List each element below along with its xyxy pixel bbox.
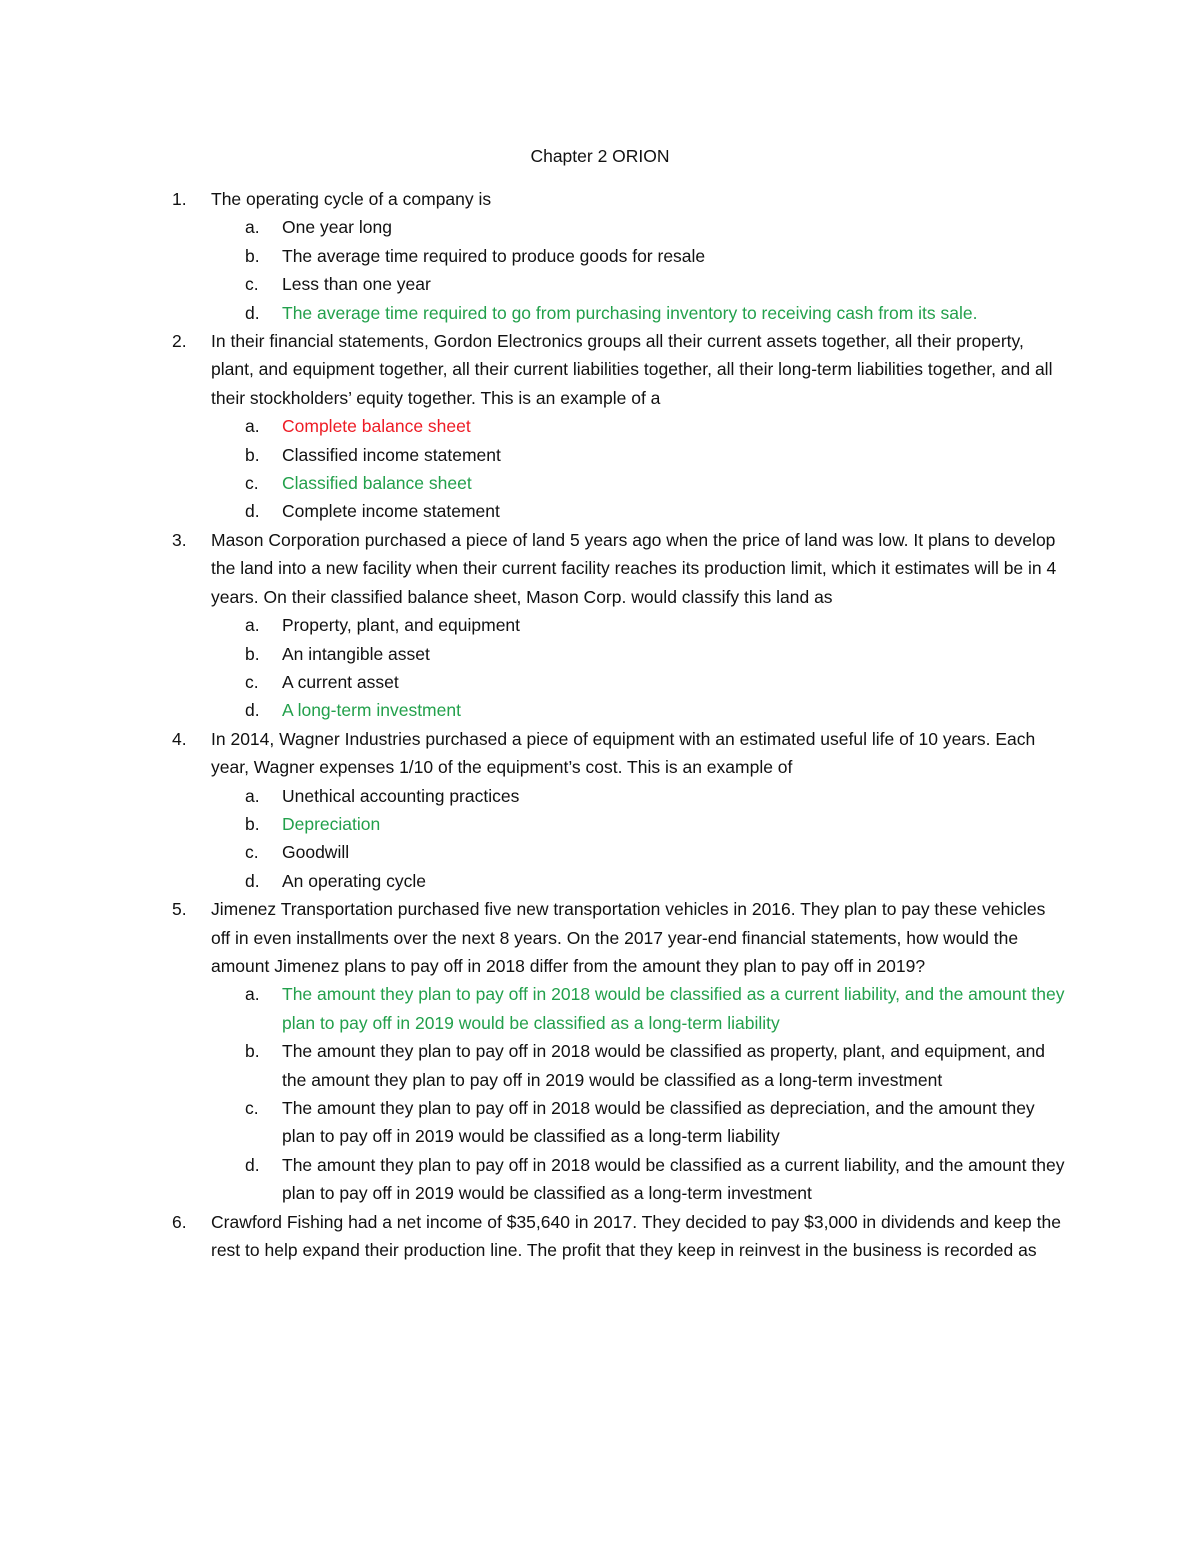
option-3d-correct: [0, 696, 1200, 724]
question-3: [0, 526, 1200, 725]
question-6: [0, 1208, 1200, 1265]
option-letter: a.: [245, 984, 260, 1005]
option-list: [0, 611, 1200, 725]
option-text-correct: The average time required to go from purchasing inventory to receiving cash from its sale.: [282, 302, 978, 323]
option-letter: b.: [245, 1041, 260, 1062]
option-2d: [0, 497, 1200, 525]
question-number: 5.: [172, 899, 187, 920]
question-number: 1.: [172, 189, 187, 209]
question-number: 4.: [172, 728, 187, 749]
option-2b: [0, 441, 1200, 469]
option-text: The average time required to produce goods for resale: [282, 245, 706, 266]
question-4: [0, 725, 1200, 895]
option-4c: [0, 838, 1200, 866]
option-letter: a.: [245, 217, 260, 238]
question-text: Jimenez Transportation purchased five new transportation vehicles in 2016. They plan to pay these vehicles off in even installments over the next 8 years. On the 2017 year-end financial statements, how would the amount Jimenez plans to pay off in 2018 differ from the amount they plan to pay off in 2019?: [211, 899, 1046, 976]
option-text: An operating cycle: [282, 870, 426, 891]
option-letter: c.: [245, 842, 259, 863]
option-letter: a.: [245, 785, 260, 806]
option-letter: b.: [245, 245, 260, 266]
option-4a: [0, 782, 1200, 810]
option-text: The amount they plan to pay off in 2018 would be classified as a current liability, and the amount they plan to pay off in 2019 would be classified as a long-term investment: [282, 1154, 1065, 1204]
option-text: One year long: [282, 217, 392, 238]
option-1b: [0, 242, 1200, 270]
option-text: Less than one year: [282, 274, 431, 295]
option-letter: c.: [245, 473, 259, 494]
question-number: 3.: [172, 529, 187, 550]
option-text: Complete income statement: [282, 501, 500, 522]
option-text: Goodwill: [282, 842, 350, 863]
option-letter: b.: [245, 813, 260, 834]
question-number: 2.: [172, 331, 187, 352]
option-letter: c.: [245, 1098, 259, 1118]
option-text-correct: The amount they plan to pay off in 2018 would be classified as a current liability, and the amount they plan to pay off in 2019 would be classified as a long-term liability: [282, 984, 1065, 1033]
option-list: [0, 213, 1200, 327]
option-list: [0, 782, 1200, 896]
question-text: Crawford Fishing had a net income of $35,640 in 2017. They decided to pay $3,000 in dividends and keep the rest to help expand their production line. The profit that they keep in reinvest in the business is recorded as: [211, 1211, 1061, 1261]
option-text: A current asset: [282, 671, 399, 692]
option-1d-correct: [0, 299, 1200, 327]
option-4d: [0, 867, 1200, 895]
option-letter: d.: [245, 501, 260, 522]
option-letter: b.: [245, 444, 260, 465]
option-3b: [0, 640, 1200, 668]
option-1c: [0, 270, 1200, 298]
option-text: An intangible asset: [282, 643, 430, 664]
option-letter: a.: [245, 615, 260, 636]
option-1a: [0, 213, 1200, 241]
option-letter: b.: [245, 643, 260, 664]
question-text: Mason Corporation purchased a piece of land 5 years ago when the price of land was low. It plans to develop the land into a new facility when their current facility reaches its production limit, which it estimates will be in 4 years. On their classified balance sheet, Mason Corp. would classify this land as: [211, 529, 1057, 607]
page-title: Chapter 2 ORION: [530, 146, 670, 166]
option-5a-correct: [0, 980, 1200, 1037]
option-letter: c.: [245, 671, 259, 692]
option-letter: c.: [245, 274, 259, 295]
option-3a: [0, 611, 1200, 639]
option-5d: [0, 1151, 1200, 1208]
question-2: [0, 327, 1200, 526]
question-list: [0, 185, 1200, 1264]
option-letter: d.: [245, 700, 260, 721]
option-letter: a.: [245, 416, 260, 437]
option-text: The amount they plan to pay off in 2018 would be classified as property, plant, and equipment, and the amount they plan to pay off in 2019 would be classified as a long-term investment: [282, 1041, 1046, 1090]
question-1: [0, 185, 1200, 327]
option-text: The amount they plan to pay off in 2018 would be classified as depreciation, and the amount they plan to pay off in 2019 would be classified as a long-term liability: [282, 1098, 1035, 1147]
option-letter: d.: [245, 302, 260, 323]
option-text-correct: Classified balance sheet: [282, 473, 472, 494]
option-text-correct: A long-term investment: [282, 700, 461, 721]
option-5b: [0, 1037, 1200, 1094]
option-letter: d.: [245, 1154, 260, 1175]
option-letter: d.: [245, 870, 260, 891]
option-list: [0, 980, 1200, 1207]
option-text: Unethical accounting practices: [282, 785, 520, 806]
option-list: [0, 412, 1200, 526]
option-2c-correct: [0, 469, 1200, 497]
option-text-incorrect: Complete balance sheet: [282, 416, 471, 437]
option-3c: [0, 668, 1200, 696]
option-text: Classified income statement: [282, 444, 501, 465]
question-text: In 2014, Wagner Industries purchased a piece of equipment with an estimated useful life of 10 years. Each year, Wagner expenses 1/10 of the equipment’s cost. This is an example of: [211, 728, 1036, 778]
question-text: In their financial statements, Gordon Electronics groups all their current assets together, all their property, plant, and equipment together, all their current liabilities together, all their long-term liabilities together, and all their stockholders’ equity together. This is an example of a: [211, 331, 1053, 408]
option-5c: [0, 1094, 1200, 1151]
option-4b-correct: [0, 810, 1200, 838]
question-5: [0, 895, 1200, 1207]
question-number: 6.: [172, 1211, 187, 1232]
option-text: Property, plant, and equipment: [282, 615, 521, 636]
option-2a-incorrect: [0, 412, 1200, 440]
question-text: The operating cycle of a company is: [211, 189, 492, 209]
option-text-correct: Depreciation: [282, 813, 381, 834]
